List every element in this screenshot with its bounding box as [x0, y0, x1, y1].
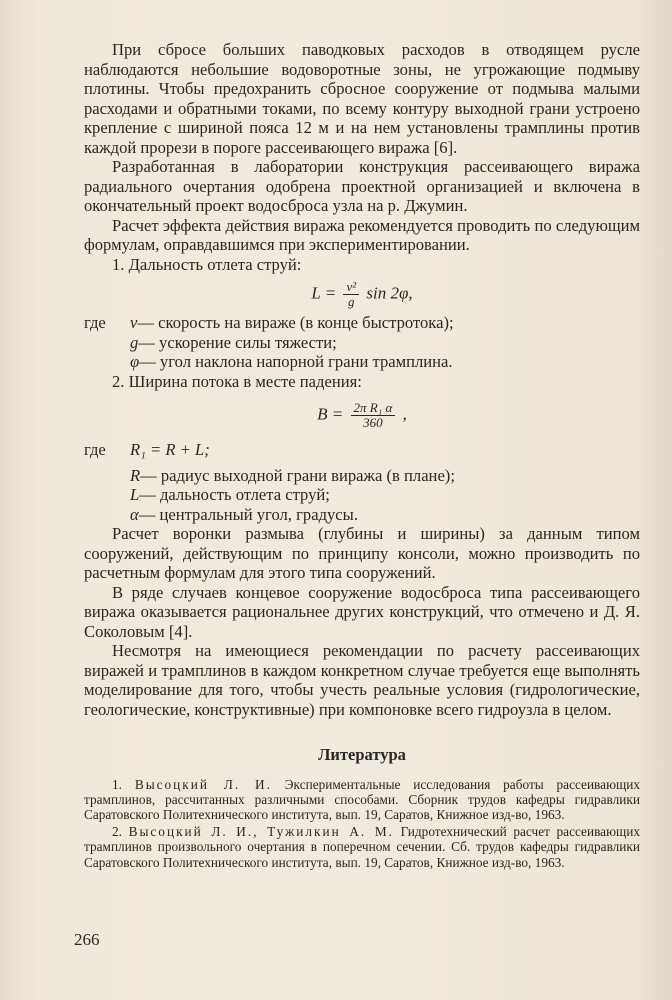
paragraph: В ряде случаев концевое сооружение водосброса типа рассеивающего виража оказывается рациональнее других конструкций, что отмечено и Д. Я. Соколовым [4].: [84, 582, 640, 641]
fraction: [351, 401, 396, 430]
formula-lhs: B =: [317, 404, 344, 424]
definition-row: [84, 466, 640, 486]
reference-text: Экспериментальные исследования работы рассеивающих трамплинов, рассчитанных различными способами. Сборник трудов кафедры гидравлики Саратовского Политехнического института, вып. 19, Саратов, Книжное изд-во, 1963.: [84, 776, 641, 822]
formula-width: [84, 401, 640, 430]
symbol: R: [130, 465, 141, 485]
reference-number: 2.: [112, 824, 122, 840]
definition-description: — скорость на вираже (в конце быстротока);: [137, 313, 454, 332]
definition-text: [130, 505, 640, 525]
spacer: [84, 485, 130, 505]
fraction-denominator: 360: [363, 415, 383, 430]
paragraph: Несмотря на имеющиеся рекомендации по расчету рассеивающих виражей и трамплинов в каждом конкретном случае требуется еще выполнять моделирование для того, чтобы учесть реальные условия (гидрологические, геологические, конструктивные) при компоновке всего гидроузла в целом.: [84, 641, 640, 719]
definition-row: [84, 313, 640, 333]
formula-rhs: ,: [402, 404, 407, 424]
symbol: φ: [130, 352, 140, 371]
definition-text: [130, 352, 640, 372]
definition-row: [84, 352, 640, 372]
definition-row: [84, 440, 640, 460]
r1-formula: R₁ = R + L;: [130, 440, 210, 459]
spacer: [84, 333, 130, 353]
literature-heading: Литература: [318, 745, 406, 764]
list-item-width: 2. Ширина потока в месте падения:: [112, 371, 362, 391]
definition-description: — угол наклона напорной грани трамплина.: [139, 352, 453, 371]
list-item-range: 1. Дальность отлета струй:: [112, 254, 302, 274]
spacer: [84, 466, 130, 486]
reference-number: 1.: [112, 776, 122, 792]
reference-item: [84, 777, 640, 823]
reference-author: Высоцкий Л. И.: [134, 776, 272, 792]
definition-row: [84, 485, 640, 505]
paragraph: Расчет воронки размыва (глубины и ширины) за данным типом сооружений, действующим по принципу консоли, можно производить по расчетным формулам для этого типа сооружений.: [84, 524, 640, 582]
definition-row: [84, 505, 640, 525]
spacer: [84, 352, 130, 372]
definition-description: — ускорение силы тяжести;: [138, 332, 337, 352]
formula-range: [84, 280, 640, 309]
spacer: [84, 505, 130, 525]
definition-text: [130, 313, 640, 333]
r1-definition: [130, 440, 640, 460]
variable-definitions-2: [84, 440, 640, 524]
definition-text: [130, 485, 640, 505]
definition-description: — радиус выходной грани виража (в плане);: [140, 465, 455, 485]
fraction-denominator: g: [348, 294, 355, 309]
paragraph: При сбросе больших паводковых расходов в отводящем русле наблюдаются небольшие водоворотные зоны, не угрожающие подмыву плотины. Чтобы предохранить сбросное сооружение от подмыва малыми расходами и обратными токами, по всему контуру выходной грани устроено крепление с шириной пояса 12 м и на нем установлены трамплины против каждой прорези в пороге рассеивающего виража [6].: [84, 40, 640, 157]
definition-description: — дальность отлета струй;: [139, 485, 330, 504]
reference-item: [84, 824, 640, 870]
where-label: где: [84, 313, 106, 332]
definition-text: [130, 466, 640, 486]
page-body: [84, 40, 640, 872]
paragraph: Разработанная в лаборатории конструкция рассеивающего виража радиального очертания одобрена проектной организацией и включена в окончательный проект водосброса узла на р. Джумин.: [84, 157, 640, 215]
paragraph: Расчет эффекта действия виража рекомендуется проводить по следующим формулам, оправдавшимся при экспериментировании.: [84, 215, 640, 254]
formula-lhs: L =: [311, 283, 337, 303]
reference-text: Гидротехнический расчет рассеивающих трамплинов произвольного очертания в поперечном сечении. Сб. трудов кафедры гидравлики Саратовского Политехнического института, вып. 19, Саратов, Книжное изд-во, 1963.: [84, 824, 641, 870]
symbol: g: [130, 332, 139, 352]
fraction-numerator: 2π R₁ α: [351, 401, 396, 416]
symbol: α: [130, 504, 139, 524]
page-number: 266: [74, 930, 100, 949]
reference-list: [84, 777, 640, 870]
formula-rhs: sin 2φ,: [366, 283, 413, 303]
variable-definitions: [84, 313, 640, 372]
where-label: где: [84, 440, 106, 459]
definition-description: — центральный угол, градусы.: [138, 504, 358, 524]
reference-author: Высоцкий Л. И., Тужилкин А. М.: [128, 824, 395, 840]
definition-row: [84, 333, 640, 353]
symbol: L: [130, 485, 140, 504]
definition-text: [130, 333, 640, 353]
fraction: [343, 280, 359, 309]
symbol: v: [130, 313, 138, 332]
fraction-numerator: v²: [343, 280, 359, 295]
